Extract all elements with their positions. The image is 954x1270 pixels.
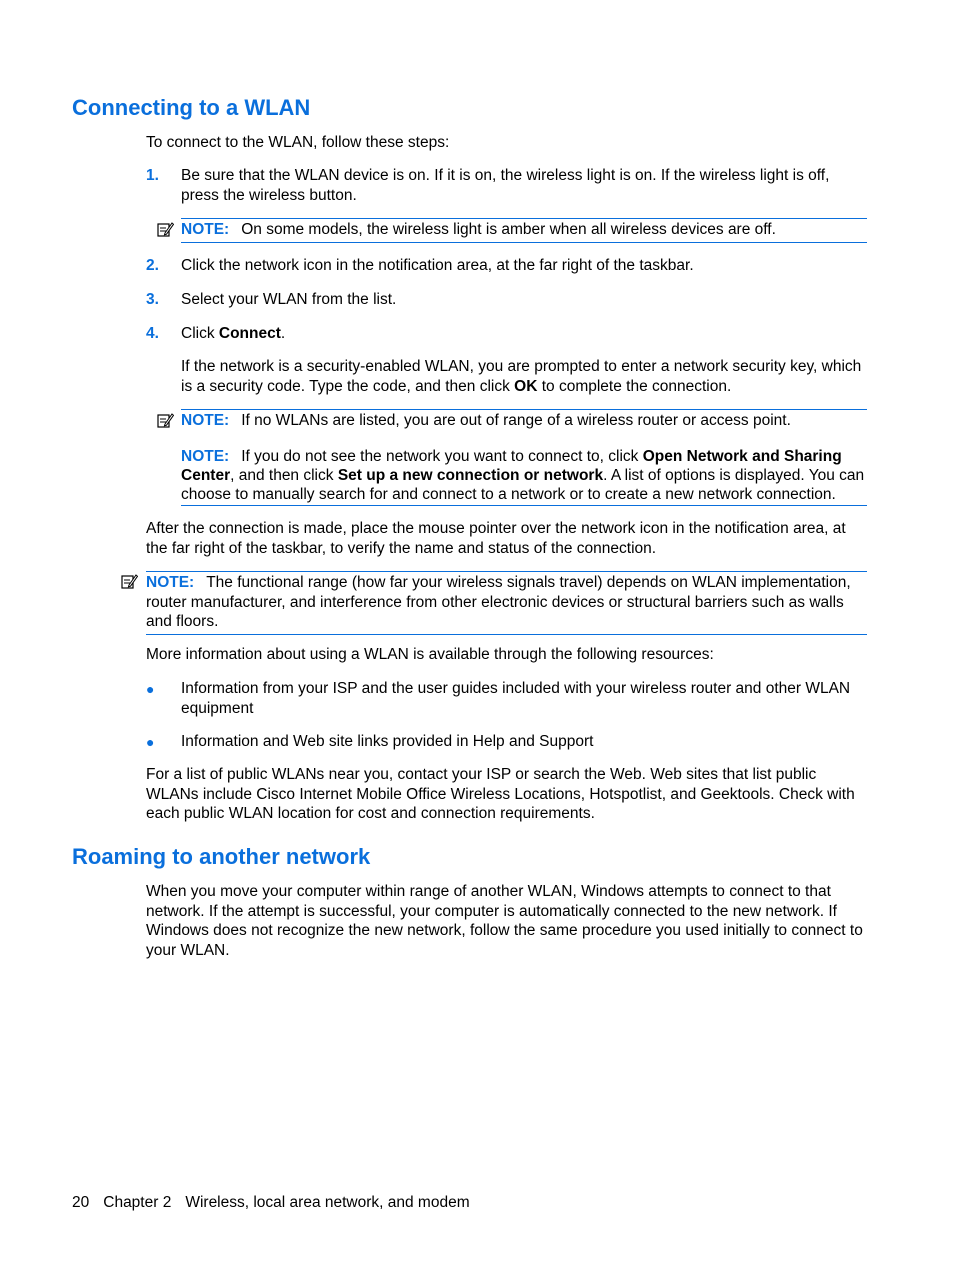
chapter-label: Chapter 2 [103,1194,172,1211]
note-pencil-icon [157,412,174,429]
note-box-1 [181,218,867,243]
bullet-item-2: Information and Web site links provided in Help and Support [181,733,594,750]
public-wlans-text: For a list of public WLANs near you, contact your ISP or search the Web. Web sites that list public WLANs include Cisco Internet Mobile Office Wireless Locations, Hotspotlist, and Geektools. Check with each public WLAN location for cost and connection requirements. [146,766,855,822]
bullet-dot-icon: ● [146,681,155,697]
step-text-1: Be sure that the WLAN device is on. If it is on, the wireless light is on. If the wireless light is off, press the wireless button. [181,167,830,204]
ok-term: OK [514,377,538,395]
step-text-2: Click the network icon in the notification area, at the far right of the taskbar. [181,257,694,274]
roaming-text: When you move your computer within range of another WLAN, Windows attempts to connect to that network. If the attempt is successful, your computer is automatically connected to the new network. If Windows does not recognize the new network, follow the same procedure you used initially to connect to your WLAN. [146,883,863,959]
note-label: NOTE: [181,221,230,238]
more-info-text: More information about using a WLAN is available through the following resources: [146,646,714,663]
open-network-term: Open Network and Sharing Center [181,447,842,484]
bullet-dot-icon: ● [146,734,155,750]
step-number-1: 1. [146,167,159,184]
after-connection-text: After the connection is made, place the mouse pointer over the network icon in the notification area, at the far right of the taskbar, to verify the name and status of the connection. [146,520,846,557]
note-pencil-icon [157,221,174,238]
intro-text: To connect to the WLAN, follow these steps: [146,134,450,151]
step-text-3: Select your WLAN from the list. [181,291,397,308]
note-2: NOTE: If no WLANs are listed, you are out of range of a wireless router or access point. [181,412,791,429]
step4-detail: If the network is a security-enabled WLAN, you are prompted to enter a network security key, which is a security code. Type the code, and then click OK to complete the connection. [181,358,862,395]
page-number: 20 [72,1194,90,1211]
note-box-4: NOTE: The functional range (how far your wireless signals travel) depends on WLAN implementation, router manufacturer, and interference from other electronic devices or structural barriers such as walls and floors. [146,571,867,635]
step-number-3: 3. [146,291,159,308]
section-title-connecting: Connecting to a WLAN [72,95,311,120]
chapter-title: Wireless, local area network, and modem [185,1194,470,1211]
note-text: The functional range (how far your wireless signals travel) depends on WLAN implementation, router manufacturer, and interference from other electronic devices or structural barriers such as walls and floors. [146,574,851,630]
bullet-item-1: Information from your ISP and the user guides included with your wireless router and other WLAN equipment [181,680,851,717]
setup-connection-term: Set up a new connection or network [337,466,604,484]
note-3: NOTE: If you do not see the network you want to connect to, click Open Network and Sharing Center, and then click Set up a new connection or network. A list of options is displayed. You can choose to manually search for and connect to a network or to create a new network connection. [181,447,865,503]
step-number-2: 2. [146,257,159,274]
section-title-roaming: Roaming to another network [72,844,371,869]
page-footer [72,1193,484,1213]
note-text: On some models, the wireless light is amber when all wireless devices are off. [241,221,776,238]
step-text-4: Click Connect. [181,325,286,342]
connect-term: Connect [218,325,281,342]
note-box-2 [181,409,867,506]
step-number-4: 4. [146,325,159,342]
note-pencil-icon [121,573,138,590]
